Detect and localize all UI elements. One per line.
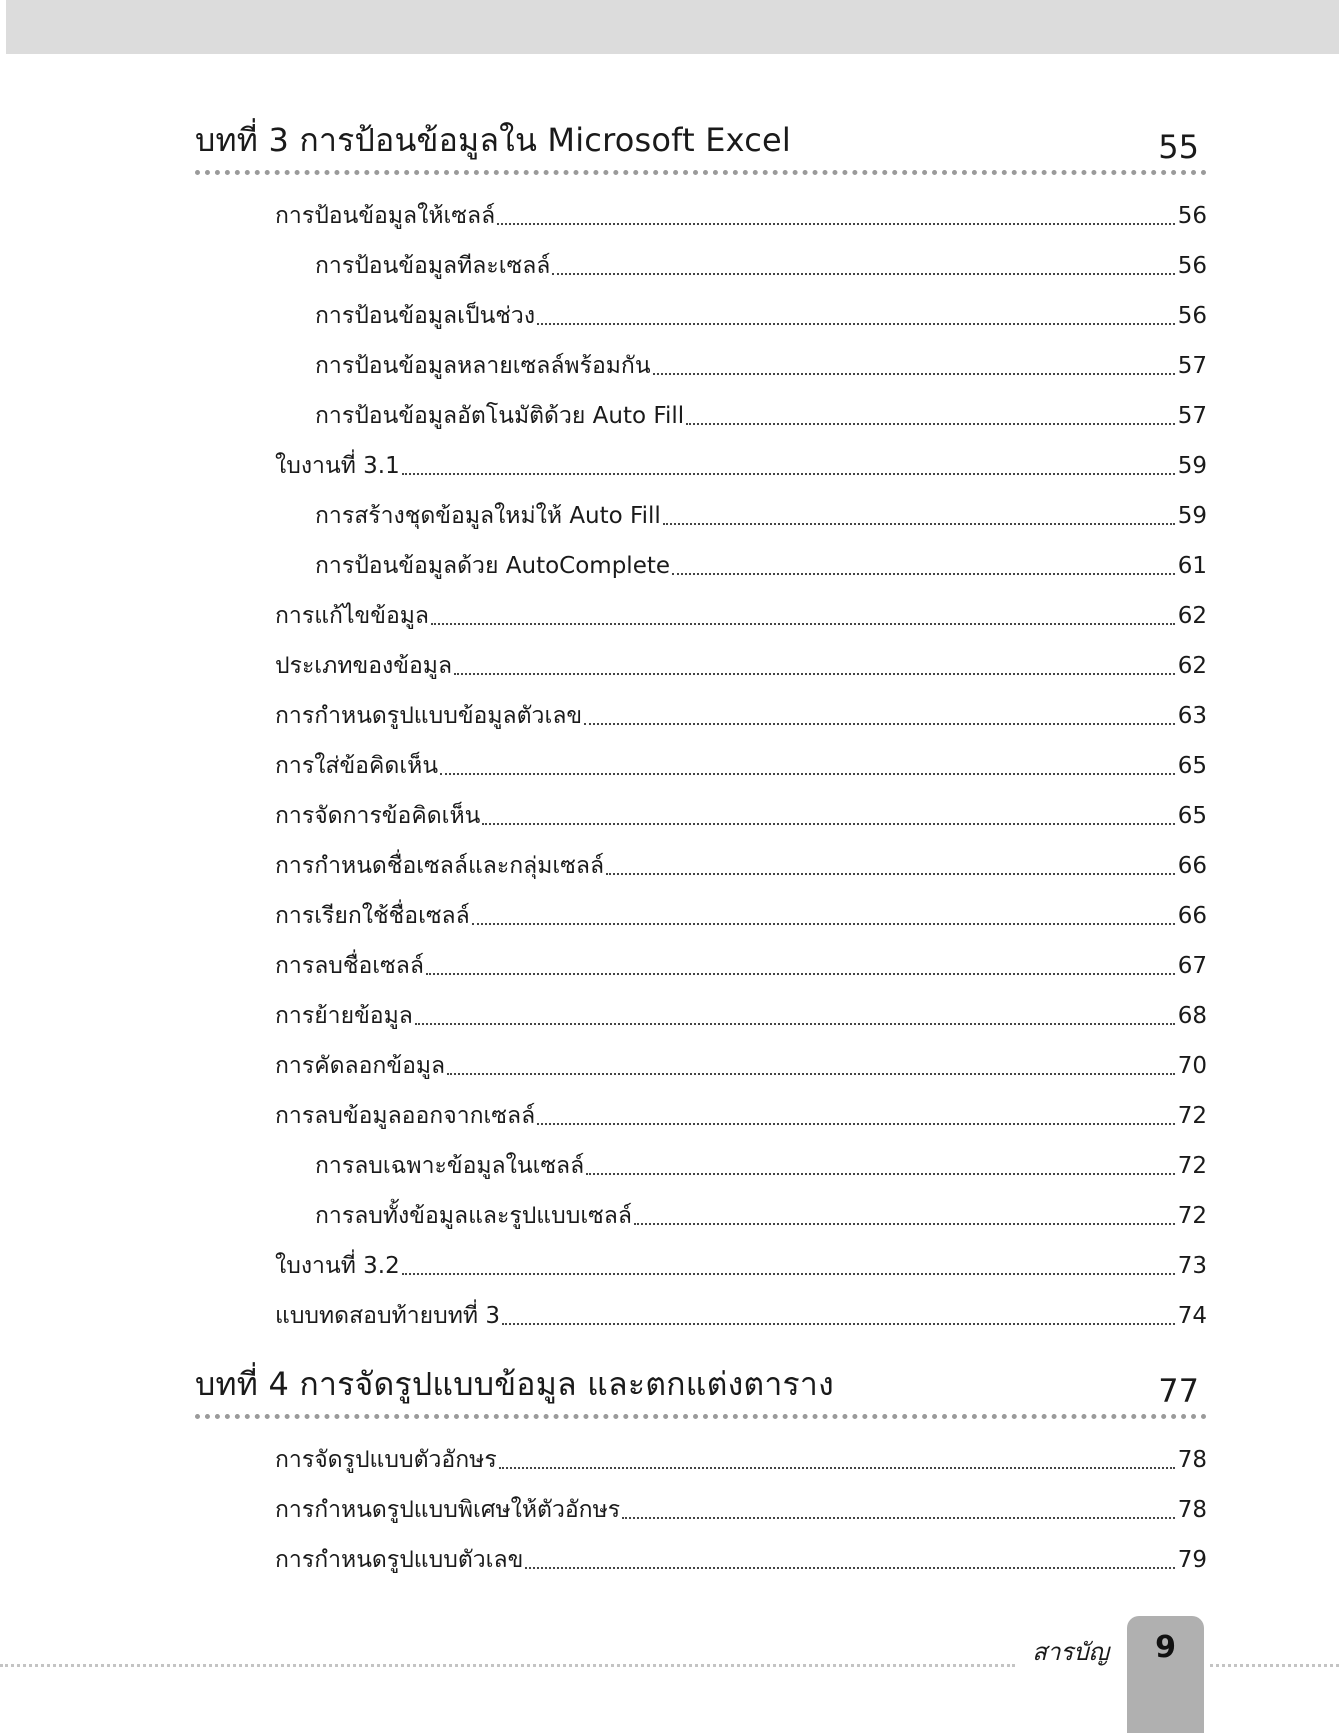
entry-page: 67 bbox=[1177, 953, 1207, 979]
entry-title: การกำหนดรูปแบบพิเศษให้ตัวอักษร bbox=[275, 1497, 621, 1523]
toc-entry[interactable] bbox=[195, 731, 1207, 781]
dot-leader bbox=[686, 423, 1175, 425]
entry-title: การป้อนข้อมูลหลายเซลล์พร้อมกัน bbox=[315, 353, 651, 379]
entry-page: 78 bbox=[1177, 1497, 1207, 1523]
dot-leader bbox=[497, 223, 1175, 225]
chapter-heading[interactable] bbox=[195, 1362, 1207, 1419]
entry-page: 57 bbox=[1177, 353, 1207, 379]
dot-leader bbox=[634, 1223, 1175, 1225]
toc-entry[interactable] bbox=[195, 431, 1207, 481]
entry-page: 78 bbox=[1177, 1447, 1207, 1473]
footer-dotted-rule bbox=[1210, 1664, 1339, 1667]
toc-entry[interactable] bbox=[195, 981, 1207, 1031]
dot-leader bbox=[426, 973, 1175, 975]
entry-page: 63 bbox=[1177, 703, 1207, 729]
entry-title: การป้อนข้อมูลทีละเซลล์ bbox=[315, 253, 551, 279]
entry-page: 65 bbox=[1177, 803, 1207, 829]
dot-leader bbox=[537, 323, 1175, 325]
entry-page: 72 bbox=[1177, 1103, 1207, 1129]
toc-entry[interactable] bbox=[195, 381, 1207, 431]
toc-entry[interactable] bbox=[195, 831, 1207, 881]
chapter-heading[interactable] bbox=[195, 118, 1207, 175]
toc-entry[interactable] bbox=[195, 1031, 1207, 1081]
entry-title: การป้อนข้อมูลด้วย AutoComplete bbox=[315, 553, 671, 579]
dot-leader bbox=[663, 523, 1175, 525]
entry-page: 73 bbox=[1177, 1253, 1207, 1279]
entry-title: ประเภทของข้อมูล bbox=[275, 653, 453, 679]
chapter-title: บทที่ 3 การป้อนข้อมูลใน Microsoft Excel bbox=[195, 121, 791, 159]
dot-leader bbox=[402, 1273, 1175, 1275]
entry-title: การกำหนดชื่อเซลล์และกลุ่มเซลล์ bbox=[275, 853, 605, 879]
dot-leader bbox=[586, 1173, 1175, 1175]
entry-page: 62 bbox=[1177, 653, 1207, 679]
entry-title: การป้อนข้อมูลให้เซลล์ bbox=[275, 203, 496, 229]
dot-leader bbox=[537, 1123, 1175, 1125]
dot-leader bbox=[447, 1073, 1175, 1075]
entry-title: การกำหนดรูปแบบข้อมูลตัวเลข bbox=[275, 703, 583, 729]
entry-page: 66 bbox=[1177, 853, 1207, 879]
dot-leader bbox=[402, 473, 1175, 475]
toc-entry[interactable] bbox=[195, 231, 1207, 281]
entry-page: 59 bbox=[1177, 503, 1207, 529]
entry-title: การจัดการข้อคิดเห็น bbox=[275, 803, 481, 829]
entry-title: การคัดลอกข้อมูล bbox=[275, 1053, 446, 1079]
entry-page: 56 bbox=[1177, 253, 1207, 279]
dot-leader bbox=[672, 573, 1175, 575]
entry-page: 59 bbox=[1177, 453, 1207, 479]
dot-leader bbox=[499, 1467, 1175, 1469]
toc-entry[interactable] bbox=[195, 181, 1207, 231]
toc-entry[interactable] bbox=[195, 581, 1207, 631]
entry-title: การลบชื่อเซลล์ bbox=[275, 953, 424, 979]
dot-leader bbox=[440, 773, 1175, 775]
entry-title: การป้อนข้อมูลเป็นช่วง bbox=[315, 303, 536, 329]
entry-title: แบบทดสอบท้ายบทที่ 3 bbox=[275, 1303, 500, 1329]
entry-page: 62 bbox=[1177, 603, 1207, 629]
toc-entry[interactable] bbox=[195, 681, 1207, 731]
dot-leader bbox=[454, 673, 1175, 675]
entry-page: 79 bbox=[1177, 1547, 1207, 1573]
entry-page: 70 bbox=[1177, 1053, 1207, 1079]
chapter-title: บทที่ 4 การจัดรูปแบบข้อมูล และตกแต่งตาราง bbox=[195, 1365, 834, 1403]
entry-page: 72 bbox=[1177, 1203, 1207, 1229]
toc-entry[interactable] bbox=[195, 1081, 1207, 1131]
entry-page: 68 bbox=[1177, 1003, 1207, 1029]
dot-leader bbox=[502, 1323, 1175, 1325]
dot-leader bbox=[472, 923, 1175, 925]
entry-title: การใส่ข้อคิดเห็น bbox=[275, 753, 439, 779]
toc-entry[interactable] bbox=[195, 1181, 1207, 1231]
page-number-tab bbox=[1127, 1616, 1204, 1733]
entry-page: 56 bbox=[1177, 203, 1207, 229]
toc-chapter-3 bbox=[195, 118, 1207, 1331]
entry-list bbox=[195, 181, 1207, 1331]
dot-leader bbox=[525, 1567, 1175, 1569]
toc-entry[interactable] bbox=[195, 281, 1207, 331]
dot-leader bbox=[415, 1023, 1175, 1025]
toc-entry[interactable] bbox=[195, 781, 1207, 831]
dot-leader bbox=[653, 373, 1175, 375]
toc-entry[interactable] bbox=[195, 1131, 1207, 1181]
footer-dotted-rule bbox=[0, 1664, 1015, 1667]
dot-leader bbox=[552, 273, 1175, 275]
entry-title: การจัดรูปแบบตัวอักษร bbox=[275, 1447, 497, 1473]
toc-chapter-4 bbox=[195, 1362, 1207, 1575]
footer-section-label: สารบัญ bbox=[1032, 1638, 1109, 1666]
toc-entry[interactable] bbox=[195, 481, 1207, 531]
entry-title: การสร้างชุดข้อมูลใหม่ให้ Auto Fill bbox=[315, 503, 661, 529]
dot-leader bbox=[482, 823, 1175, 825]
toc-entry[interactable] bbox=[195, 881, 1207, 931]
dot-leader bbox=[606, 873, 1175, 875]
entry-page: 74 bbox=[1177, 1303, 1207, 1329]
entry-title: การย้ายข้อมูล bbox=[275, 1003, 413, 1029]
page-number: 9 bbox=[1155, 1630, 1176, 1665]
entry-title: การลบข้อมูลออกจากเซลล์ bbox=[275, 1103, 536, 1129]
entry-title: ใบงานที่ 3.2 bbox=[275, 1253, 400, 1279]
dot-leader bbox=[622, 1517, 1175, 1519]
toc-entry[interactable] bbox=[195, 1425, 1207, 1475]
entry-title: การแก้ไขข้อมูล bbox=[275, 603, 430, 629]
entry-title: ใบงานที่ 3.1 bbox=[275, 453, 400, 479]
chapter-page-number: 55 bbox=[1158, 128, 1199, 166]
dot-leader bbox=[584, 723, 1175, 725]
entry-page: 66 bbox=[1177, 903, 1207, 929]
entry-title: การลบทั้งข้อมูลและรูปแบบเซลล์ bbox=[315, 1203, 632, 1229]
entry-title: การป้อนข้อมูลอัตโนมัติด้วย Auto Fill bbox=[315, 403, 685, 429]
toc-entry[interactable] bbox=[195, 1231, 1207, 1281]
entry-list bbox=[195, 1425, 1207, 1575]
toc-entry[interactable] bbox=[195, 1525, 1207, 1575]
toc-entry[interactable] bbox=[195, 931, 1207, 981]
entry-page: 65 bbox=[1177, 753, 1207, 779]
toc-entry[interactable] bbox=[195, 531, 1207, 581]
toc-entry[interactable] bbox=[195, 1475, 1207, 1525]
top-gray-band bbox=[6, 0, 1339, 54]
entry-page: 56 bbox=[1177, 303, 1207, 329]
entry-page: 61 bbox=[1177, 553, 1207, 579]
toc-entry[interactable] bbox=[195, 331, 1207, 381]
entry-title: การกำหนดรูปแบบตัวเลข bbox=[275, 1547, 524, 1573]
toc-entry[interactable] bbox=[195, 1281, 1207, 1331]
toc-entry[interactable] bbox=[195, 631, 1207, 681]
chapter-page-number: 77 bbox=[1158, 1372, 1199, 1410]
entry-title: การเรียกใช้ชื่อเซลล์ bbox=[275, 903, 470, 929]
entry-title: การลบเฉพาะข้อมูลในเซลล์ bbox=[315, 1153, 585, 1179]
entry-page: 57 bbox=[1177, 403, 1207, 429]
entry-page: 72 bbox=[1177, 1153, 1207, 1179]
dot-leader bbox=[431, 623, 1175, 625]
